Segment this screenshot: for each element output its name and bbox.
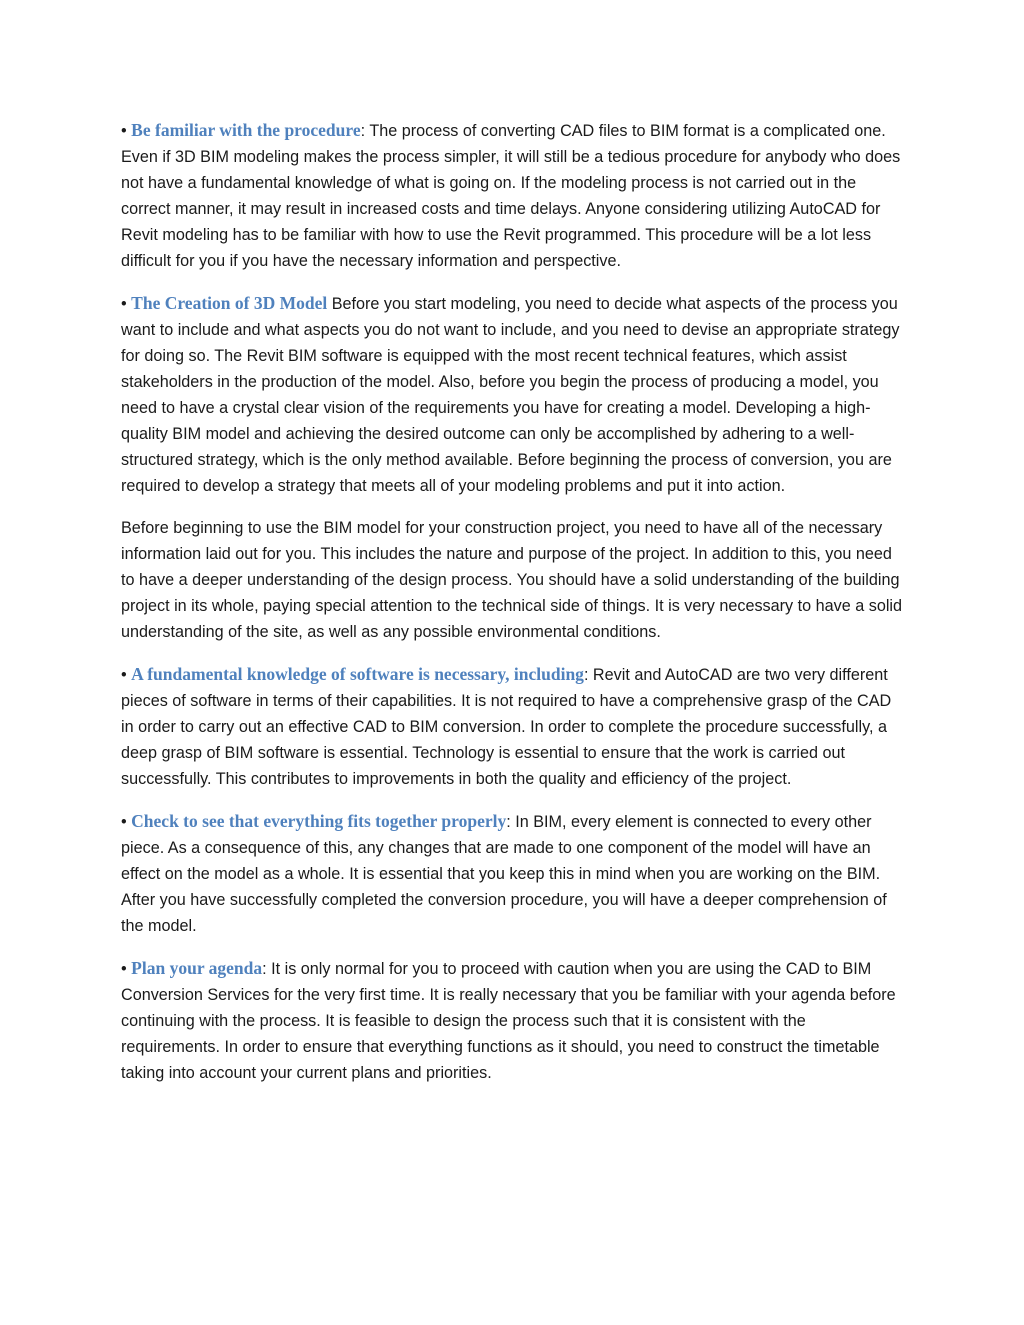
section-body: The process of converting CAD files to BIM format is a complicated one. Even if 3D BIM modeling makes the process simpler, it will still be a tedious procedure for anybody who does not have a fundamental knowledge of what is going on. If the modeling process is not carried out in the correct manner, it may result in increased costs and time delays. Anyone considering utilizing AutoCAD for Revit modeling has to be familiar with how to use the Revit programmed. This procedure will be a lot less difficult for you if you have the necessary information and perspective. <box>121 122 901 270</box>
section-fits-together <box>121 808 907 939</box>
section-heading: Check to see that everything fits together properly <box>131 811 507 831</box>
section-body: Before you start modeling, you need to decide what aspects of the process you want to include and what aspects you do not want to include, and you need to devise an appropriate strategy for doing so. The Revit BIM software is equipped with the most recent technical features, which assist stakeholders in the production of the model. Also, before you begin the process of producing a model, you need to have a crystal clear vision of the requirements you have for creating a model. Developing a high-quality BIM model and achieving the desired outcome can only be accomplished by adhering to a well-structured strategy, which is the only method available. Before beginning the process of conversion, you are required to develop a strategy that meets all of your modeling problems and put it into action. <box>121 295 900 495</box>
paragraph-before-beginning <box>121 515 907 645</box>
heading-separator: : <box>583 666 589 684</box>
section-heading: Plan your agenda <box>131 958 263 978</box>
section-software-knowledge <box>121 661 907 792</box>
bullet: • <box>121 960 127 978</box>
paragraph-text: Before beginning to use the BIM model for your construction project, you need to have all of the necessary information laid out for you. This includes the nature and purpose of the project. In addition to this, you need to have a deeper understanding of the design process. You should have a solid understanding of the building project in its whole, paying special attention to the technical side of things. It is very necessary to have a solid understanding of the site, as well as any possible environmental conditions. <box>121 519 903 641</box>
section-plan-agenda <box>121 955 907 1086</box>
document-page <box>121 117 907 1102</box>
section-familiar-procedure <box>121 117 907 274</box>
section-body: Revit and AutoCAD are two very different pieces of software in terms of their capabilities. It is not required to have a comprehensive grasp of the CAD in order to carry out an effective CAD to BIM conversion. In order to complete the procedure successfully, a deep grasp of BIM software is essential. Technology is essential to ensure that the work is carried out successfully. This contributes to improvements in both the quality and efficiency of the project. <box>121 666 892 788</box>
heading-separator: : <box>360 122 366 140</box>
section-creation-3d-model <box>121 290 907 499</box>
section-heading: The Creation of 3D Model <box>131 293 328 313</box>
bullet: • <box>121 295 127 313</box>
section-heading: Be familiar with the procedure <box>131 120 361 140</box>
section-body: It is only normal for you to proceed with caution when you are using the CAD to BIM Conversion Services for the very first time. It is really necessary that you be familiar with your agenda before continuing with the process. It is feasible to design the process such that it is consistent with the requirements. In order to ensure that everything functions as it should, you need to construct the timetable taking into account your current plans and priorities. <box>121 960 896 1082</box>
bullet: • <box>121 122 127 140</box>
bullet: • <box>121 813 127 831</box>
section-heading: A fundamental knowledge of software is necessary, including <box>131 664 584 684</box>
section-body: In BIM, every element is connected to every other piece. As a consequence of this, any changes that are made to one component of the model will have an effect on the model as a whole. It is essential that you keep this in mind when you are working on the BIM. After you have successfully completed the conversion procedure, you will have a deeper comprehension of the model. <box>121 813 887 935</box>
heading-separator: : <box>506 813 511 831</box>
bullet: • <box>121 666 127 684</box>
heading-separator: : <box>262 960 267 978</box>
